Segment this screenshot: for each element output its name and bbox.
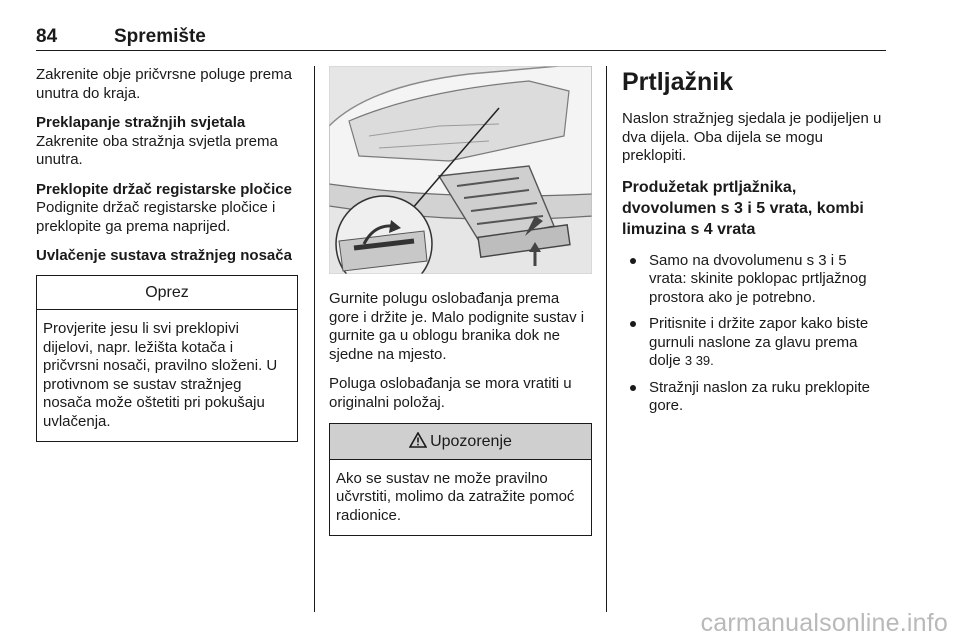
section-heading: Preklopite držač registarske pločice — [36, 180, 292, 198]
column-divider-1 — [314, 66, 315, 612]
paragraph: Gurnite polugu oslobađanja prema gore i držite je. Malo podignite sustav i gurnite ga u oblogu branika dok ne sjedne na mjesto. — [329, 290, 585, 363]
warning-header — [330, 424, 591, 460]
caution-text: Provjerite jesu li svi preklopivi dijelovi, napr. ležišta kotača i pričvrsni nosači, pravilno složeni. U protivnom se sustav stražnjeg nosača može oštetiti pri pokušaju uvlačenja. — [43, 320, 278, 430]
subheading: Produžetak prtljažnika, dvovolumen s 3 i 5 vrata, kombi limuzina s 4 vrata — [622, 178, 864, 238]
watermark: carmanualsonline.info — [700, 609, 948, 637]
section-heading: Preklapanje stražnjih svjetala — [36, 114, 246, 131]
column-2 — [329, 66, 592, 536]
column-divider-2 — [606, 66, 607, 612]
list-item: Pritisnite i držite zapor kako biste gurnuli naslone za glavu prema dolje 3 39. — [622, 315, 888, 371]
paragraph: Poluga oslobađanja se mora vratiti u originalni položaj. — [329, 375, 572, 411]
bullet-list — [622, 252, 888, 416]
section-text: Podignite držač registarske pločice i preklopite ga prema naprijed. — [36, 199, 276, 235]
page-reference: 3 39. — [684, 353, 714, 368]
section-title: Prtljažnik — [622, 68, 734, 96]
list-item: Samo na dvovolumenu s 3 i 5 vrata: skinite poklopac prtljažnog prostora ako je potrebno. — [622, 252, 888, 308]
caution-title: Oprez — [37, 276, 297, 311]
rear-carrier-illustration-icon — [329, 66, 592, 274]
chapter-title: Spremište — [114, 26, 206, 47]
warning-box — [329, 423, 592, 536]
page-header — [36, 24, 886, 51]
intro-text: Naslon stražnjeg sjedala je podijeljen u dva dijela. Oba dijela se mogu preklopiti. — [622, 110, 882, 164]
list-item: Stražnji naslon za ruku preklopite gore. — [622, 379, 888, 416]
section-text: Zakrenite oba stražnja svjetla prema unutra. — [36, 132, 278, 168]
column-1 — [36, 66, 298, 442]
warning-text: Ako se sustav ne može pravilno učvrstiti, molimo da zatražite pomoć radionice. — [336, 469, 575, 524]
page-number: 84 — [36, 26, 58, 47]
intro-text: Zakrenite obje pričvrsne poluge prema unutra do kraja. — [36, 66, 292, 102]
column-3 — [622, 66, 888, 424]
warning-title: Upozorenje — [430, 433, 512, 450]
caution-box — [36, 275, 298, 443]
warning-triangle-icon — [409, 432, 427, 448]
section-heading: Uvlačenje sustava stražnjeg nosača — [36, 247, 292, 264]
